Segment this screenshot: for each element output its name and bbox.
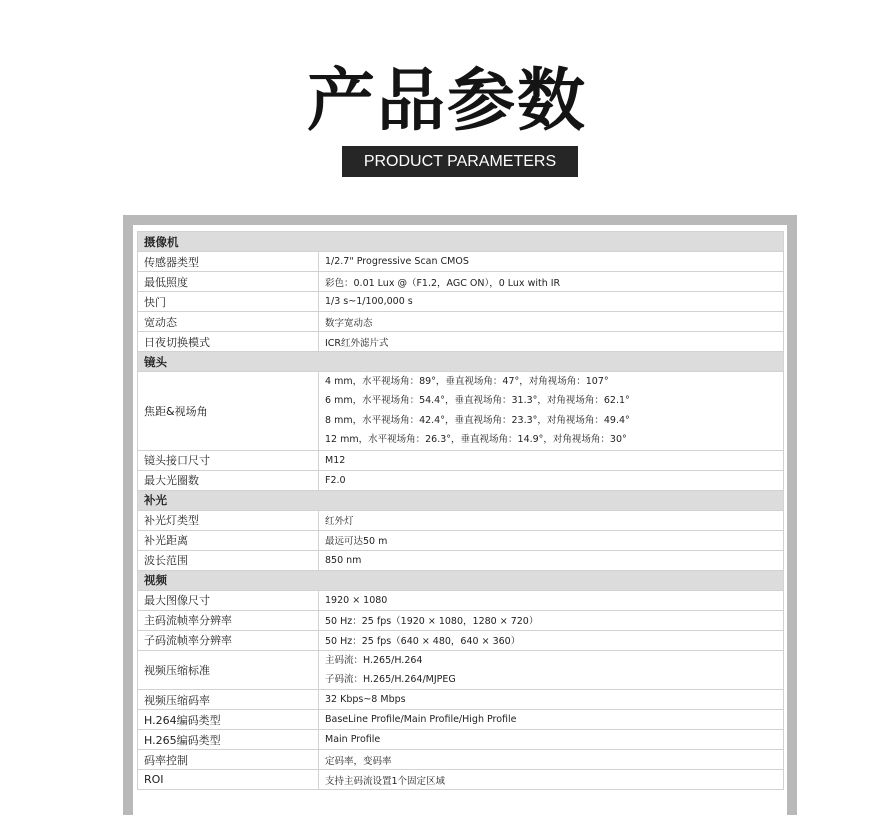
spec-label: 补光灯类型: [138, 510, 319, 530]
spec-value-line: 子码流：H.265/H.264/MJPEG: [325, 674, 456, 686]
spec-label: 码率控制: [138, 750, 319, 770]
spec-label: 日夜切换模式: [138, 332, 319, 352]
spec-value: F2.0: [319, 470, 784, 490]
spec-value-line: 12 mm，水平视场角：26.3°，垂直视场角：14.9°，对角视场角：30°: [325, 434, 627, 446]
spec-value: 32 Kbps~8 Mbps: [319, 690, 784, 710]
spec-value-line: 主码流：H.265/H.264: [325, 654, 423, 666]
spec-row: [138, 510, 784, 530]
spec-label: 子码流帧率分辨率: [138, 630, 319, 650]
spec-row: [138, 470, 784, 490]
spec-table: [137, 231, 784, 790]
spec-value: 彩色：0.01 Lux @（F1.2，AGC ON），0 Lux with IR: [319, 272, 784, 292]
spec-label: 快门: [138, 292, 319, 312]
spec-value: ICR红外滤片式: [319, 332, 784, 352]
section-title: 视频: [138, 570, 784, 590]
spec-label: 镜头接口尺寸: [138, 450, 319, 470]
spec-value: 1920 × 1080: [319, 590, 784, 610]
spec-value: M12: [319, 450, 784, 470]
spec-sheet: [133, 225, 787, 815]
spec-value: 支持主码流设置1个固定区域: [319, 770, 784, 790]
spec-value-line: 6 mm，水平视场角：54.4°，垂直视场角：31.3°，对角视场角：62.1°: [325, 395, 630, 407]
spec-value: 红外灯: [319, 510, 784, 530]
spec-label: ROI: [138, 770, 319, 790]
spec-value: [319, 372, 784, 451]
spec-label: 波长范围: [138, 550, 319, 570]
spec-row: [138, 332, 784, 352]
spec-value: 1/2.7" Progressive Scan CMOS: [319, 252, 784, 272]
spec-row: [138, 770, 784, 790]
spec-label: 主码流帧率分辨率: [138, 610, 319, 630]
spec-value: BaseLine Profile/Main Profile/High Profile: [319, 710, 784, 730]
spec-row: [138, 292, 784, 312]
spec-value: 50 Hz：25 fps（640 × 480，640 × 360）: [319, 630, 784, 650]
spec-row: [138, 252, 784, 272]
page-subtitle: PRODUCT PARAMETERS: [342, 146, 578, 177]
spec-row: [138, 312, 784, 332]
spec-value: [319, 650, 784, 690]
spec-row: [138, 750, 784, 770]
section-header-row: [138, 570, 784, 590]
spec-row: [138, 630, 784, 650]
spec-value: 1/3 s~1/100,000 s: [319, 292, 784, 312]
section-header-row: [138, 352, 784, 372]
spec-row: [138, 450, 784, 470]
spec-label: 最大光圈数: [138, 470, 319, 490]
section-title: 补光: [138, 490, 784, 510]
spec-row: [138, 272, 784, 292]
spec-table-body: [138, 232, 784, 790]
spec-label: 传感器类型: [138, 252, 319, 272]
spec-row: [138, 650, 784, 690]
spec-value: 最远可达50 m: [319, 530, 784, 550]
spec-row: [138, 730, 784, 750]
page-title: 产品参数: [306, 62, 587, 141]
section-header-row: [138, 232, 784, 252]
spec-row: [138, 550, 784, 570]
spec-row: [138, 372, 784, 451]
spec-label: H.265编码类型: [138, 730, 319, 750]
spec-label: 视频压缩标准: [138, 650, 319, 690]
spec-row: [138, 530, 784, 550]
spec-value-line: 4 mm，水平视场角：89°，垂直视场角：47°，对角视场角：107°: [325, 376, 609, 387]
spec-label: 补光距离: [138, 530, 319, 550]
spec-label: H.264编码类型: [138, 710, 319, 730]
spec-label: 视频压缩码率: [138, 690, 319, 710]
section-header-row: [138, 490, 784, 510]
spec-row: [138, 590, 784, 610]
section-title: 镜头: [138, 352, 784, 372]
spec-value: 定码率，变码率: [319, 750, 784, 770]
spec-value: 50 Hz：25 fps（1920 × 1080，1280 × 720）: [319, 610, 784, 630]
spec-value: 850 nm: [319, 550, 784, 570]
spec-row: [138, 690, 784, 710]
section-title: 摄像机: [138, 232, 784, 252]
spec-value: Main Profile: [319, 730, 784, 750]
spec-label: 宽动态: [138, 312, 319, 332]
spec-value: 数字宽动态: [319, 312, 784, 332]
spec-row: [138, 710, 784, 730]
spec-table-frame: [123, 215, 797, 815]
spec-row: [138, 610, 784, 630]
spec-value-line: 8 mm，水平视场角：42.4°，垂直视场角：23.3°，对角视场角：49.4°: [325, 414, 630, 426]
spec-label: 最大图像尺寸: [138, 590, 319, 610]
spec-label: 焦距&视场角: [138, 372, 319, 451]
spec-label: 最低照度: [138, 272, 319, 292]
